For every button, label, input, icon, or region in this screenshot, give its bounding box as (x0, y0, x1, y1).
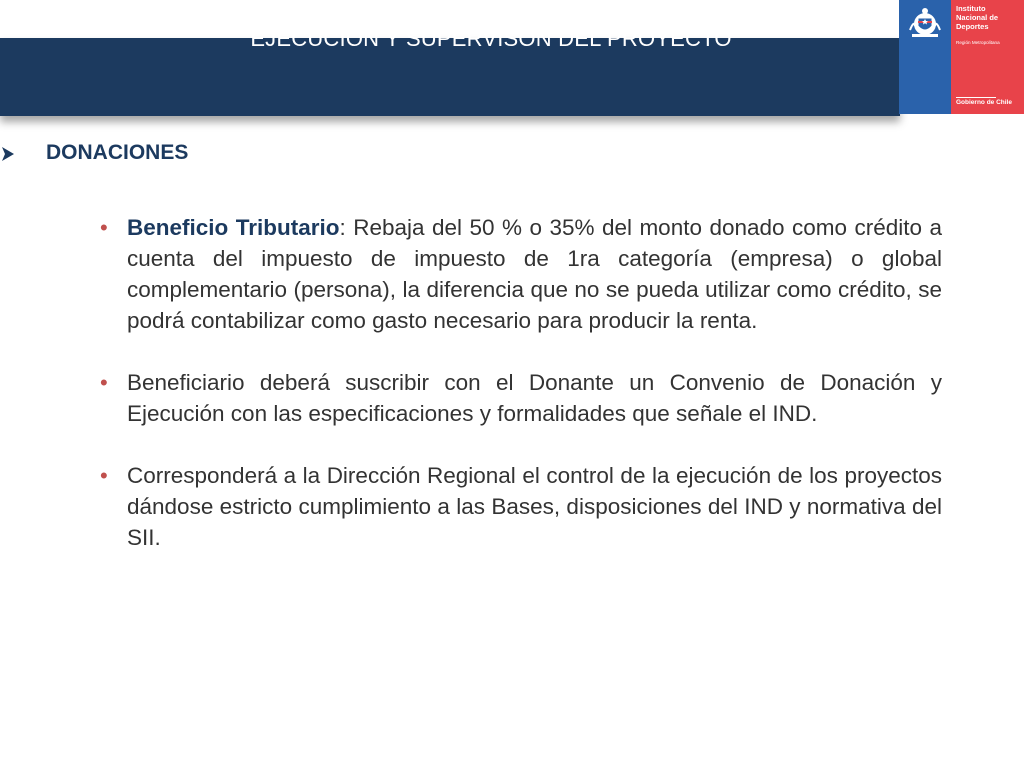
logo-blue-panel (899, 0, 951, 114)
arrow-bullet-icon (2, 147, 14, 161)
bullet-item (100, 212, 942, 336)
bullet-list (100, 212, 942, 584)
bullet-term: Beneficio Tributario (127, 215, 340, 240)
bullet-marker: • (100, 215, 108, 240)
bullet-marker: • (100, 463, 108, 488)
logo-divider (956, 97, 996, 98)
section-heading: DONACIONES (46, 141, 189, 164)
bullet-item (100, 367, 942, 429)
bullet-separator: : (339, 215, 346, 240)
bullet-item (100, 460, 942, 553)
bullet-text: Corresponderá a la Dirección Regional el control de la ejecución de los proyectos dándose estricto cumplimiento a las Bases, disposiciones del IND y normativa del SII. (127, 463, 942, 550)
logo-region: Región Metropolitana (956, 40, 1000, 45)
logo-government: Gobierno de Chile (956, 99, 1012, 106)
slide-title: EJECUCIÓN Y SUPERVISÓN DEL PROYECTO (250, 26, 732, 51)
bullet-marker: • (100, 370, 108, 395)
bullet-text: Beneficiario deberá suscribir con el Donante un Convenio de Donación y Ejecución con las especificaciones y formalidades que señale el IND. (127, 370, 942, 426)
logo-institution-name: Instituto Nacional de Deportes (956, 4, 999, 31)
bullet-text: Rebaja del 50 % o 35% del monto donado como crédito a cuenta del impuesto de impuesto de 1ra categoría (empresa) o global complementario (persona), la diferencia que no se pueda utilizar como crédito, se podrá contabilizar como gasto necesario para producir la renta. (127, 215, 942, 333)
coat-of-arms-icon (904, 4, 946, 40)
ind-logo (899, 0, 1024, 114)
